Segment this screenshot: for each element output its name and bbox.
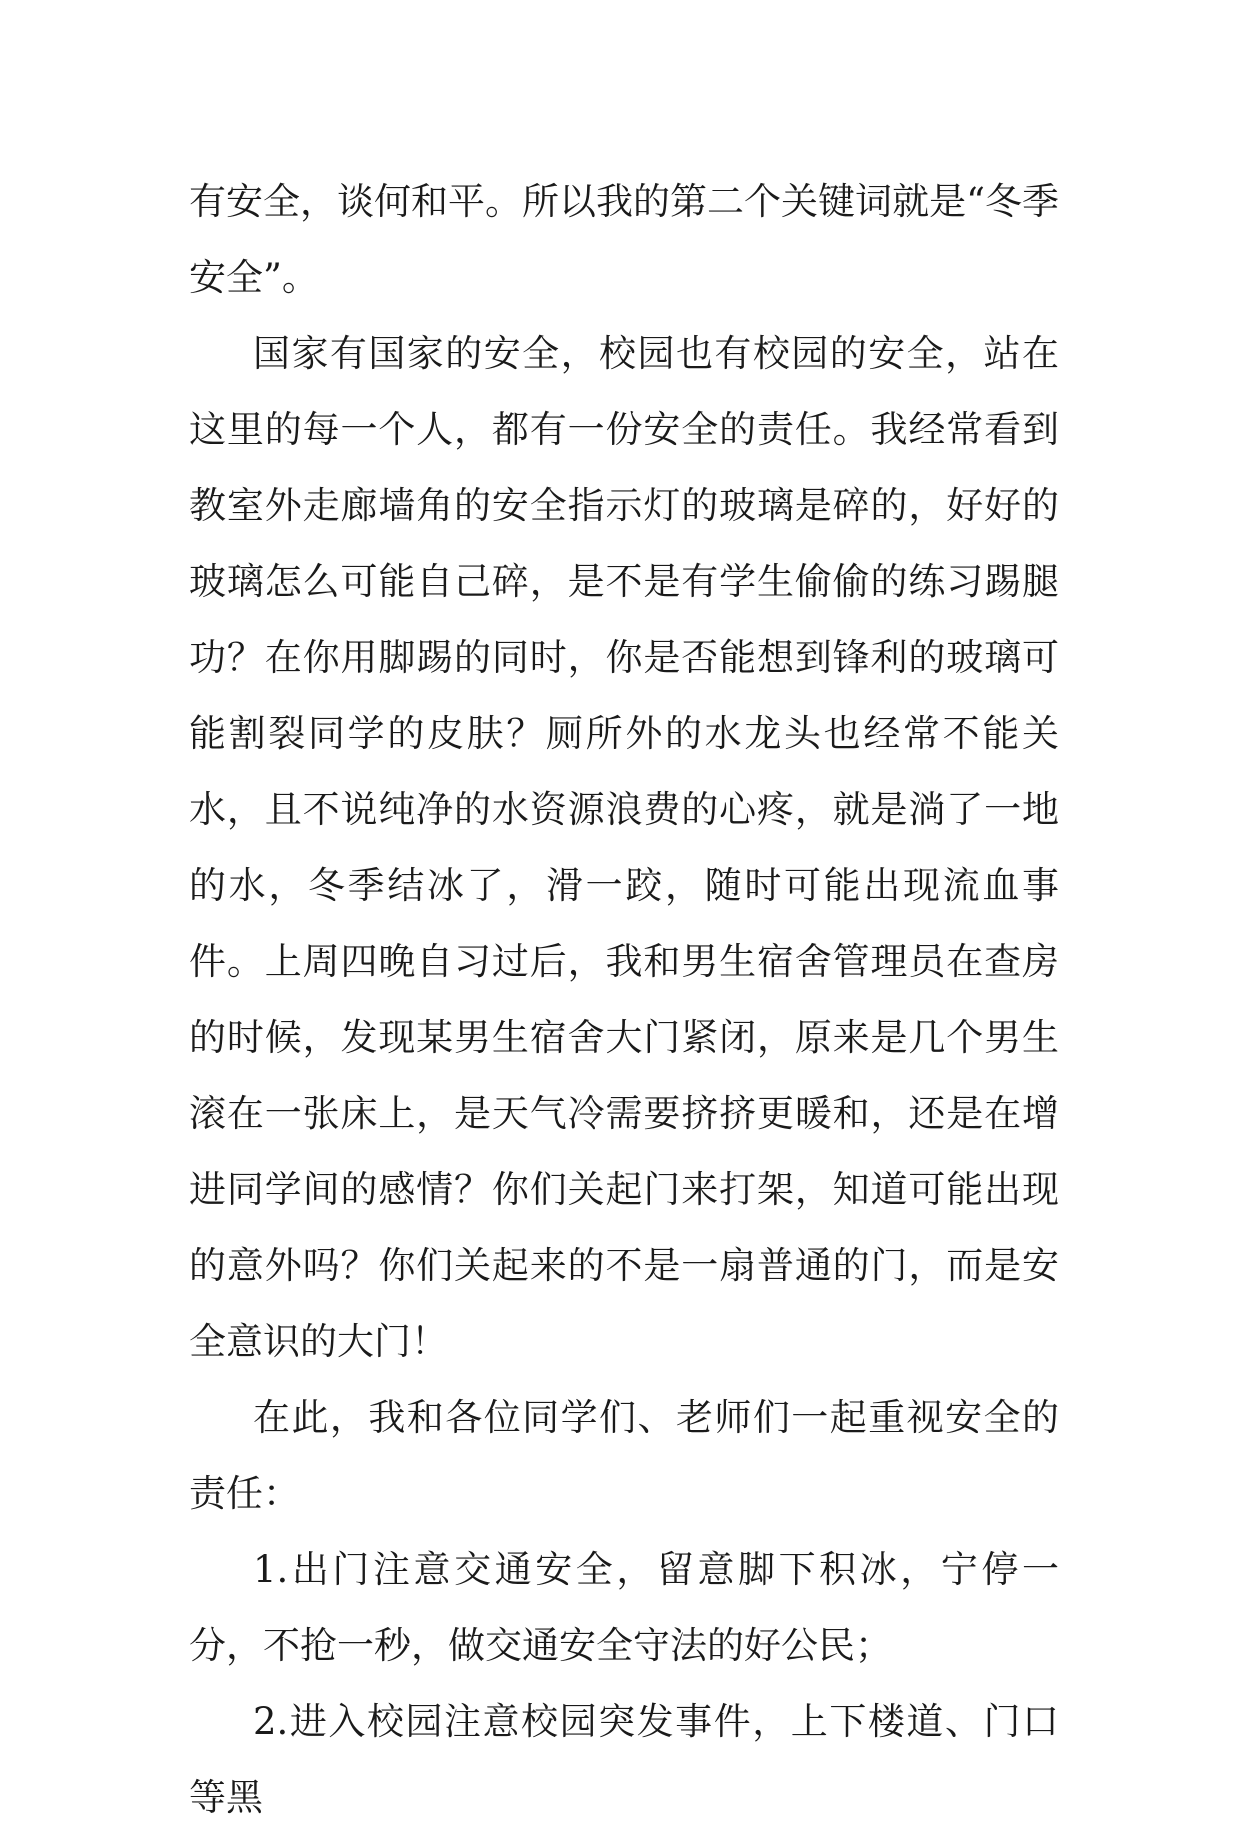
paragraph-1: 有安全，谈何和平。所以我的第二个关键词就是“冬季安全”。	[189, 180, 1059, 299]
paragraph-3: 在此，我和各位同学们、老师们一起重视安全的责任：	[189, 1396, 1059, 1515]
paragraph-2: 国家有国家的安全，校园也有校园的安全，站在这里的每一个人，都有一份安全的责任。我经常看到教室外走廊墙角的安全指示灯的玻璃是碎的，好好的玻璃怎么可能自己碎，是不是有学生偷偷的练习踢腿功？在你用脚踢的同时，你是否能想到锋利的玻璃可能割裂同学的皮肤？厕所外的水龙头也经常不能关水，且不说纯净的水资源浪费的心疼，就是淌了一地的水，冬季结冰了，滑一跤，随时可能出现流血事件。上周四晚自习过后，我和男生宿舍管理员在查房的时候，发现某男生宿舍大门紧闭，原来是几个男生滚在一张床上，是天气冷需要挤挤更暖和，还是在增进同学间的感情？你们关起门来打架，知道可能出现的意外吗？你们关起来的不是一扇普通的门，而是安全意识的大门！	[189, 332, 1059, 1363]
list-item-2: 2.进入校园注意校园突发事件，上下楼道、门口等黑	[189, 1700, 1059, 1819]
document-body	[189, 164, 1059, 1836]
list-item-1: 1.出门注意交通安全，留意脚下积冰，宁停一分，不抢一秒，做交通安全守法的好公民；	[189, 1548, 1059, 1667]
